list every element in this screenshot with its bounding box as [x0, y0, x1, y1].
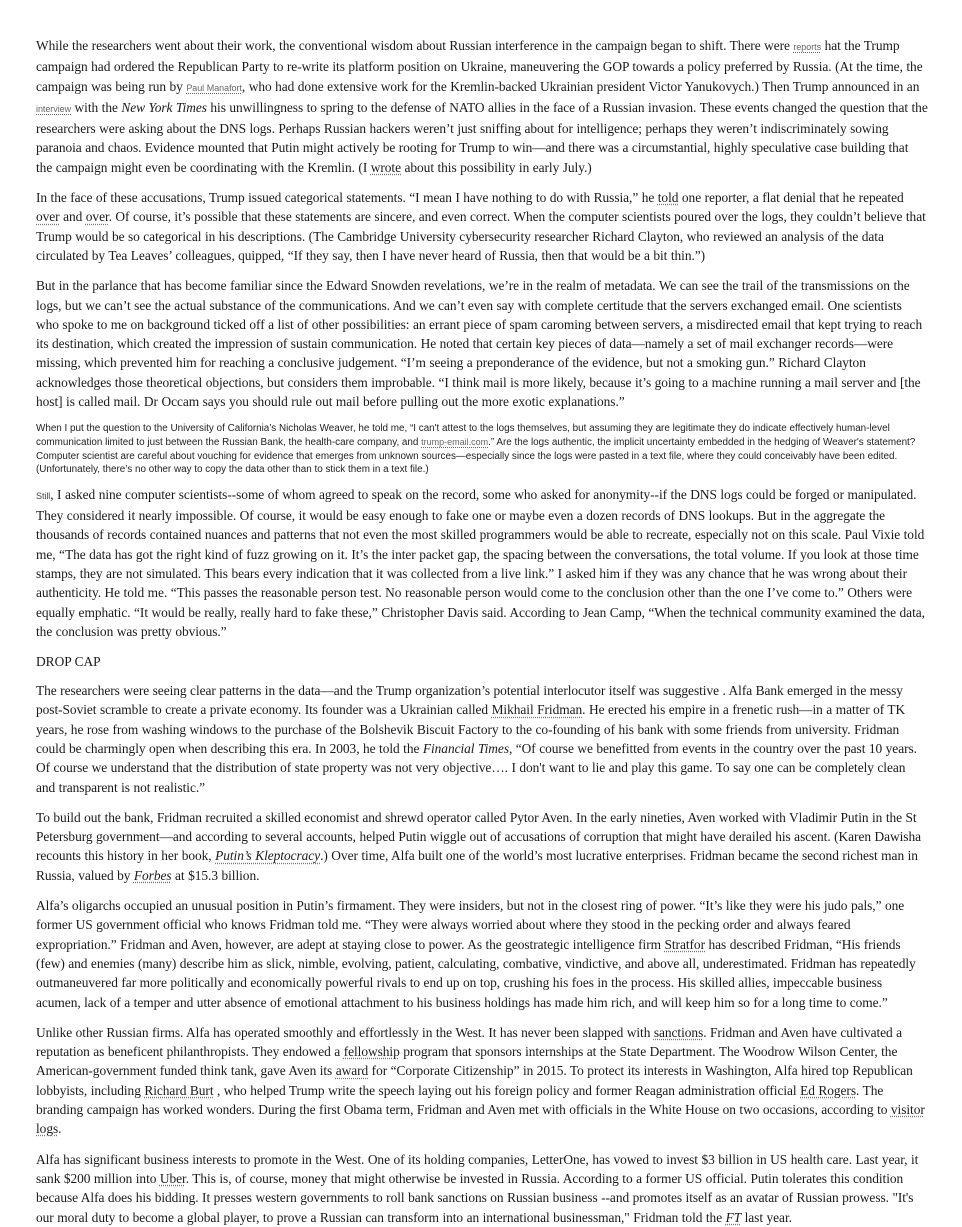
- over-link-1[interactable]: over: [36, 209, 60, 225]
- paragraph-7: To build out the bank, Fridman recruited a skilled economist and shrewd operator called Pytor Aven. In the early nineties, Aven worked with Vladimir Putin in the St Petersburg government—and according to several accounts, helped Putin wiggle out of accusations of corruption that might have derailed his ascent. (Karen Dawisha recounts this history in her book, Putin’s Kleptocracy.) Over time, Alfa built one of the world’s most lucrative enterprises. Fridman became the second richest man in Russia, valued by Forbes at $15.3 billion.: [36, 809, 922, 883]
- sanctions-link[interactable]: sanctions: [653, 1024, 704, 1040]
- over-link-2[interactable]: over: [85, 209, 109, 225]
- wrote-link[interactable]: wrote: [370, 159, 401, 175]
- paragraph-2: In the face of these accusations, Trump issued categorical statements. “I mean I have nothing to do with Russia,” he told one reporter, a flat denial that he repeated over and over. Of course, it’s possible that these statements are sincere, and even correct. When the computer scientists poured over the logs, they couldn’t believe that Trump would be so categorical in his descriptions. (The Cambridge University cybersecurity researcher Richard Clayton, who reviewed an analysis of the data circulated by Tea Leaves’ colleagues, quipped, “If they say, then I have never heard of Russia, then that would be a bit thin.”): [36, 190, 926, 263]
- paragraph-10: Alfa has significant business interests to promote in the West. One of its holding companies, LetterOne, has vowed to invest $3 billion in US health care. Last year, it sank $200 million into Uber. This is, of course, money that might otherwise be invested in Russia. According to a former US official. Putin tolerates this condition because Alfa does his bidding. It presses western governments to roll bank sanctions on Russian business --and promotes itself as an avatar of Russian prowess. "It's our moral duty to become a global player, to prove a Russian can transform into an international businessman," Fridman told the FT last year.: [36, 1151, 919, 1225]
- visitor-logs-link[interactable]: visitor logs: [36, 1102, 925, 1137]
- interview-link[interactable]: interview: [36, 103, 72, 114]
- richard-burt-link[interactable]: Richard Burt: [144, 1082, 214, 1098]
- ed-rogers-link[interactable]: Ed Rogers: [800, 1082, 857, 1098]
- fridman-link[interactable]: Mikhail Fridman: [491, 702, 583, 718]
- paragraph-9: Unlike other Russian firms. Alfa has operated smoothly and effortlessly in the West. It has never been slapped with sanctions. Fridman and Aven have cultivated a reputation as beneficent philanthropists. They endowed a fellowship program that sponsors internships at the State Department. The Woodrow Wilson Center, the American-government funded think tank, gave Aven its award for “Corporate Citizenship” in 2015. To protect its interests in Washington, Alfa hired top Republican lobbyists, including Richard Burt , who helped Trump write the speech laying out his foreign policy and former Reagan administration official Ed Rogers. The branding campaign has worked wonders. During the first Obama term, Fridman and Aven met with officials in the White House on two occasions, according to visitor logs.: [36, 1024, 925, 1137]
- fellowship-link[interactable]: fellowship: [343, 1044, 400, 1060]
- manafort-link[interactable]: Paul Manafort: [186, 82, 242, 93]
- kleptocracy-link[interactable]: Putin’s Kleptocracy: [215, 848, 321, 864]
- reports-link[interactable]: reports: [793, 42, 822, 52]
- uber-link[interactable]: Uber: [159, 1170, 186, 1186]
- paragraph-4-weaver-note: When I put the question to the University of California’s Nicholas Weaver, he told me, “I can't attest to the logs themselves, but assuming they are legitimate they do indicate effectively human-level communication limited to just between the Russian Bank, the health-care company, and trump-email.com.” Are the logs authentic, the implicit uncertainty embedded in the hedging of Weaver's statement? Computer scientist are careful about vouching for evidence that emerges from unknown sources—especially since the logs were pasted in a text file, where they could conceivably have been edited. (Unfortunately, there’s no other way to copy the data other than to stick them in a text file.): [36, 423, 916, 476]
- ft-link[interactable]: FT: [725, 1209, 742, 1225]
- drop-cap-marker: DROP CAP: [36, 654, 101, 670]
- told-link[interactable]: told: [657, 190, 679, 206]
- trump-email-link[interactable]: trump-email.com: [421, 436, 489, 447]
- forbes-link[interactable]: Forbes: [133, 867, 172, 883]
- paragraph-3: But in the parlance that has become familiar since the Edward Snowden revelations, we’re in the realm of metadata. We can see the trail of the transmissions on the logs, but we can’t see the actual substance of the communications. And we can’t even say with complete certitude that the servers exchanged email. One scientists who spoke to me on background ticked off a list of other possibilities: an errant piece of spam caroming between servers, a misdirected email that kept trying to reach its destination, which created the impression of sustain communication. He noted that certain key pieces of data—namely a set of mail exchanger records—were missing, which prevented him for reaching a conclusive judgement. “I’m seeing a preponderance of the evidence, but not a smoking gun.” Richard Clayton acknowledges those theoretical objections, but considers them improbable. “I think mail is more likely, because it’s going to a machine running a mail server and [the host] is called mail. Dr Occam says you should rule out mail before pulling out the more exotic explanations.”: [36, 278, 923, 410]
- paragraph-6: The researchers were seeing clear patterns in the data—and the Trump organization’s potential interlocutor itself was suggestive . Alfa Bank emerged in the messy post-Soviet scramble to create a private economy. Its founder was a Ukrainian called Mikhail Fridman. He erected his empire in a frenetic rush—in a matter of TK years, he rose from washing windows to the purchase of the Bolshevik Biscuit Factory to the co-founding of his bank with some friends from university. Fridman could be charmingly open when describing this era. In 2003, he told the Financial Times, “Of course we benefitted from events in the country over the past 10 years. Of course we understand that the distribution of state property was not very objective…. I don't want to lie and play this game. To say one can be completely clean and transparent is not realistic.”: [36, 683, 917, 795]
- stratfor-link[interactable]: Stratfor: [664, 936, 705, 952]
- still-lead: Still: [36, 490, 51, 501]
- paragraph-1: While the researchers went about their work, the conventional wisdom about Russian interference in the campaign began to shift. There were reports hat the Trump campaign had ordered the Republican Party to re-write its platform position on Ukraine, maneuvering the GOP towards a policy preferred by Russia. (At the time, the campaign was being run by Paul Manafort, who had done extensive work for the Kremlin-backed Ukrainian president Victor Yanukovych.) Then Trump announced in an interview with the New York Times his unwillingness to spring to the defense of NATO allies in the face of a Russian invasion. These events changed the question that the researchers were asking about the DNS logs. Perhaps Russian hackers weren’t just sniffing about for intelligence; perhaps they weren’t indiscriminately sowing paranoia and chaos. Evidence mounted that Putin might actively be rooting for Trump to win—and there was a circumstantial, highly speculative case building that the campaign might even be coordinating with the Kremlin. (I wrote about this possibility in early July.): [36, 38, 928, 175]
- ft-title: Financial Times: [422, 740, 509, 756]
- nyt-title: New York Times: [121, 99, 207, 115]
- paragraph-8: Alfa’s oligarchs occupied an unusual position in Putin’s firmament. They were insiders, but not in the closest ring of power. “It’s like they were his judo pals,” one former US government official who knows Fridman told me. “They were always worried about where they stood in the pecking order and always feared expropriation.” Fridman and Aven, however, are adept at staying close to power. As the geostrategic intelligence firm Stratfor has described Fridman, “His friends (few) and enemies (many) describe him as slick, nimble, evolving, patient, calculating, combative, vindictive, and above all, underestimated. Fridman has repeatedly outmaneuvered far more politically and economically powerful rivals to end up on top, crushing his foes in the process. His skilled allies, impeccable business acumen, lack of a temper and utter absence of emotional attachment to his business holdings has made him rich, and will keep him so for a long time to come.”: [36, 898, 916, 1010]
- paragraph-5: Still, I asked nine computer scientists--some of whom agreed to speak on the record, some who asked for anonymity--if the DNS logs could be forged or manipulated. They considered it nearly impossible. Of course, it would be easy enough to fake one or maybe even a dozen records of DNS lookups. But in the aggregate the thousands of records contained nuances and patterns that not even the most skilled programmers would be able to recreate, especially not on this scale. Paul Vixie told me, “The data has got the right kind of fuzz growing on it. It’s the inter packet gap, the spacing between the conversations, the total volume. If you look at those time stamps, they are not simulated. This bears every indication that it was collected from a live link.” I asked him if they was any chance that he was wrong about their authenticity. He told me. “This passes the reasonable person test. No reasonable person would come to the conclusion other than the one I’ve come to.” Others were equally emphatic. “It would be really, really hard to fake these,” Christopher Davis said. According to Jean Camp, “When the technical community examined the data, the conclusion was pretty obvious.”: [36, 486, 925, 639]
- award-link[interactable]: award: [335, 1063, 369, 1079]
